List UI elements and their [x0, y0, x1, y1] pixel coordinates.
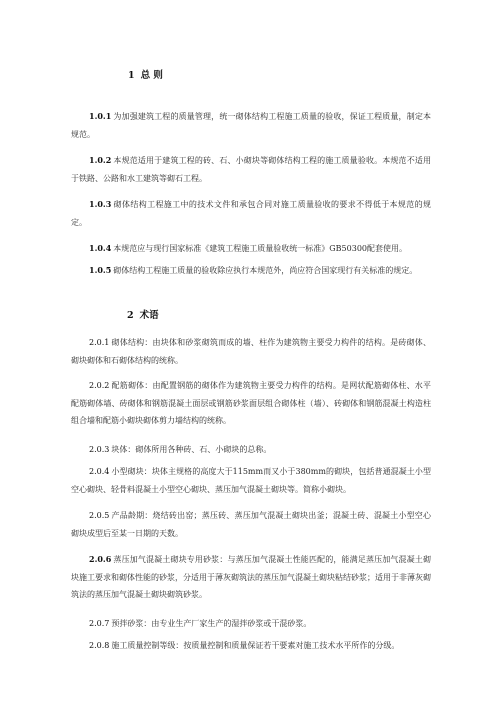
term-2-0-8 [71, 637, 431, 655]
term-number: 2.0.4 [89, 467, 110, 476]
term-number: 2.0.3 [89, 445, 110, 454]
clause-number: 1.0.1 [89, 111, 112, 121]
clause-text: 为加强建筑工程的质量管理，统一砌体结构工程施工质量的验收，保证工程质量，制定本规范。 [71, 112, 431, 139]
chapter-2-heading [127, 310, 159, 322]
term-number: 2.0.5 [89, 511, 110, 520]
clause-text: 砌体结构工程施工中的技术文件和承包合同对施工质量验收的要求不得低于本规范的规定。 [71, 200, 431, 227]
term-number: 2.0.2 [89, 381, 110, 390]
chapter-2-title: 术语 [139, 310, 159, 321]
clause-number: 1.0.5 [89, 265, 112, 275]
term-text: 小型砌块：块体主规格的高度大于115mm而又小于380mm的砌块，包括普通混凝土小型空心砌块、轻骨料混凝土小型空心砌块、蒸压加气混凝土砌块等。简称小砌块。 [71, 467, 431, 494]
term-number: 2.0.7 [89, 619, 110, 628]
clause-1-0-3 [71, 196, 431, 231]
clause-number: 1.0.4 [89, 243, 112, 253]
chapter-1-title: 总 则 [140, 70, 163, 81]
term-text: 产品龄期：烧结砖出窑；蒸压砖、蒸压加气混凝土砌块出釜；混凝土砖、混凝土小型空心砌块成型后至某一日期的天数。 [71, 511, 431, 538]
clause-1-0-5 [71, 262, 431, 280]
term-2-0-3 [71, 441, 431, 459]
term-2-0-2 [71, 377, 431, 430]
term-text: 预拌砂浆：由专业生产厂家生产的湿拌砂浆或干混砂浆。 [111, 619, 312, 628]
term-2-0-5 [71, 507, 431, 542]
term-number: 2.0.6 [89, 554, 112, 564]
term-text: 配筋砌体：由配置钢筋的砌体作为建筑物主要受力构件的结构。是网状配筋砌体柱、水平配筋砌体墙、砖砌体和钢筋混凝土面层或钢筋砂浆面层组合砌体柱（墙）、砖砌体和钢筋混凝土构造柱组合墙和配筋小砌块砌体剪力墙结构的统称。 [71, 381, 431, 425]
chapter-1-heading [128, 70, 163, 82]
chapter-1-number: 1 [128, 70, 135, 81]
chapter-2-number: 2 [127, 310, 134, 321]
term-2-0-6 [71, 551, 431, 604]
clause-1-0-4 [71, 240, 431, 258]
term-2-0-1 [71, 334, 431, 369]
term-2-0-7 [71, 615, 431, 633]
clause-text: 本规范应与现行国家标准《建筑工程施工质量验收统一标准》GB50300配套使用。 [113, 244, 407, 253]
term-text: 蒸压加气混凝土砌块专用砂浆：与蒸压加气混凝土性能匹配的，能满足蒸压加气混凝土砌块施工要求和砌体性能的砂浆，分适用于薄灰砌筑法的蒸压加气混凝土砌块粘结砂浆；适用于非薄灰砌筑法的蒸压加气混凝土砌块砌筑砂浆。 [71, 555, 431, 599]
term-text: 施工质量控制等级：按质量控制和质量保证若干要素对施工技术水平所作的分级。 [111, 641, 400, 650]
clause-number: 1.0.3 [89, 199, 112, 209]
clause-text: 本规范适用于建筑工程的砖、石、小砌块等砌体结构工程的施工质量验收。本规范不适用于铁路、公路和水工建筑等砌石工程。 [71, 156, 431, 183]
clause-text: 砌体结构工程施工质量的验收除应执行本规范外，尚应符合国家现行有关标准的规定。 [113, 266, 418, 275]
term-number: 2.0.8 [89, 641, 110, 650]
term-number: 2.0.1 [89, 338, 110, 347]
term-text: 块体：砌体所用各种砖、石、小砌块的总称。 [111, 445, 272, 454]
term-text: 砌体结构：由块体和砂浆砌筑而成的墙、柱作为建筑物主要受力构件的结构。是砖砌体、砌块砌体和石砌体结构的统称。 [71, 338, 431, 365]
clause-number: 1.0.2 [89, 155, 112, 165]
clause-1-0-1 [71, 108, 431, 143]
clause-1-0-2 [71, 152, 431, 187]
term-2-0-4 [71, 463, 431, 498]
